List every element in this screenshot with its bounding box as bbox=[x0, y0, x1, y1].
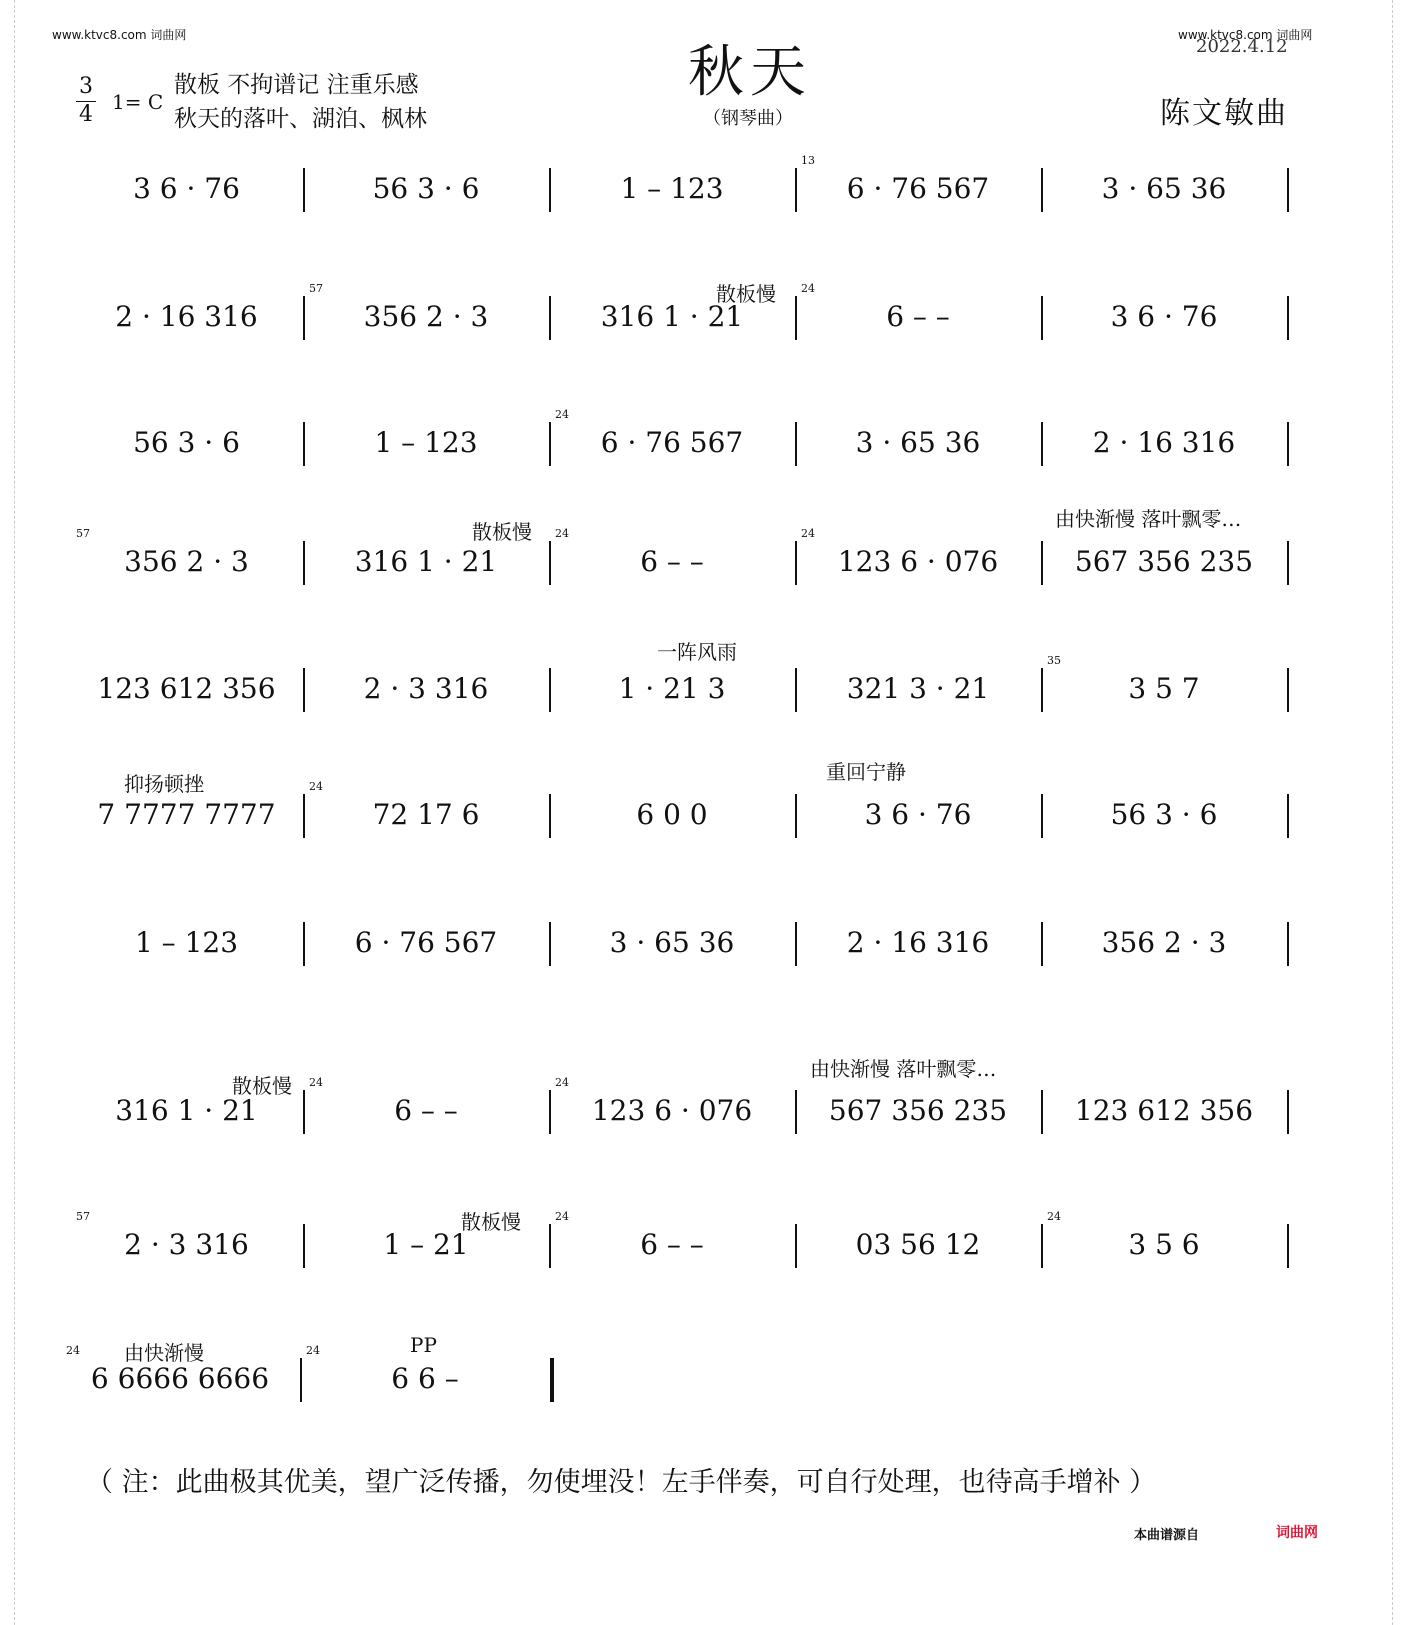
measure: 356 2 · 3 bbox=[363, 300, 489, 333]
measure: 1 – 123 bbox=[134, 926, 239, 959]
page-title: 秋天 bbox=[688, 40, 812, 105]
grace-note: 57 bbox=[309, 282, 323, 295]
expression-annotation: 一阵风雨 bbox=[657, 640, 737, 664]
measure: 3 6 · 76 bbox=[864, 798, 972, 831]
measure: 6 – – bbox=[394, 1094, 458, 1127]
key-signature: 1= C bbox=[112, 90, 164, 114]
grace-note: 24 bbox=[1047, 1210, 1061, 1223]
measure: 56 3 · 6 bbox=[133, 426, 240, 459]
expression-line-1: 散板 不拘谱记 注重乐感 bbox=[174, 72, 419, 98]
measure: 7 7777 7777 bbox=[97, 798, 276, 831]
measure: 3 5 6 bbox=[1128, 1228, 1200, 1261]
grace-note: 24 bbox=[555, 527, 569, 540]
left-watermark-strip bbox=[0, 0, 15, 1625]
grace-note: 24 bbox=[309, 1076, 323, 1089]
expression-annotation: 抑扬顿挫 bbox=[124, 772, 204, 796]
measure: 1 – 123 bbox=[620, 172, 724, 205]
measure: 3 · 65 36 bbox=[1101, 172, 1227, 205]
expression-annotation: 由快渐慢 落叶飘零… bbox=[810, 1057, 997, 1081]
measure: 6 · 76 567 bbox=[846, 172, 990, 205]
measure: 567 356 235 bbox=[1074, 545, 1254, 578]
composer: 陈文敏曲 bbox=[1160, 96, 1288, 131]
expression-annotation: 重回宁静 bbox=[826, 760, 906, 784]
expression-annotation: 散板慢 bbox=[472, 520, 532, 544]
measure: 321 3 · 21 bbox=[846, 672, 990, 705]
barline bbox=[1287, 541, 1289, 585]
expression-annotation: 由快渐慢 bbox=[124, 1341, 204, 1365]
measure: 2 · 16 316 bbox=[1092, 426, 1236, 459]
expression-annotation: 散板慢 bbox=[716, 282, 776, 306]
measure: 1 – 123 bbox=[374, 426, 478, 459]
grace-note: 13 bbox=[801, 154, 815, 167]
measure: 1 – 21 bbox=[383, 1228, 469, 1261]
barline bbox=[1287, 922, 1289, 966]
measure: 6 · 76 567 bbox=[354, 926, 498, 959]
barline bbox=[1287, 1090, 1289, 1134]
measure: 1 · 21 3 bbox=[618, 672, 726, 705]
measure: 567 356 235 bbox=[828, 1094, 1008, 1127]
measure: 6 – – bbox=[886, 300, 950, 333]
measure: 356 2 · 3 bbox=[1101, 926, 1227, 959]
grace-note: 24 bbox=[555, 1076, 569, 1089]
measure: 316 1 · 21 bbox=[115, 1094, 258, 1127]
barline bbox=[1287, 1224, 1289, 1268]
expression-annotation: PP bbox=[410, 1333, 437, 1357]
measure: 6 – – bbox=[640, 1228, 704, 1261]
barline bbox=[1287, 168, 1289, 212]
source-label: 本曲谱源自 bbox=[1134, 1528, 1200, 1543]
measure: 2 · 16 316 bbox=[846, 926, 990, 959]
measure: 316 1 · 21 bbox=[600, 300, 744, 333]
date-stamp: 2022.4.12 bbox=[1196, 36, 1288, 57]
time-signature bbox=[76, 74, 96, 127]
measure: 3 6 · 76 bbox=[1110, 300, 1218, 333]
measure: 6 0 0 bbox=[636, 798, 708, 831]
measure: 56 3 · 6 bbox=[372, 172, 480, 205]
source-brand: 词曲网 bbox=[1276, 1525, 1318, 1541]
measure: 2 · 3 316 bbox=[363, 672, 489, 705]
measure: 2 · 16 316 bbox=[115, 300, 258, 333]
measure: 2 · 3 316 bbox=[124, 1228, 249, 1261]
grace-note: 24 bbox=[801, 282, 815, 295]
grace-note: 24 bbox=[306, 1344, 320, 1357]
measure: 123 612 356 bbox=[97, 672, 276, 705]
measure: 356 2 · 3 bbox=[124, 545, 249, 578]
barline bbox=[1287, 668, 1289, 712]
barline bbox=[1287, 794, 1289, 838]
measure: 123 6 · 076 bbox=[591, 1094, 753, 1127]
grace-note: 24 bbox=[555, 1210, 569, 1223]
measure: 72 17 6 bbox=[372, 798, 480, 831]
grace-note: 24 bbox=[801, 527, 815, 540]
measure: 3 5 7 bbox=[1128, 672, 1200, 705]
final-barline bbox=[550, 1358, 554, 1402]
measure: 03 56 12 bbox=[855, 1228, 981, 1261]
measure: 123 612 356 bbox=[1074, 1094, 1254, 1127]
subtitle: （钢琴曲） bbox=[703, 108, 793, 129]
site-watermark-right: www.ktvc8.com 词曲网 bbox=[1178, 28, 1313, 42]
measure: 6 6666 6666 bbox=[90, 1362, 270, 1395]
expression-line-2: 秋天的落叶、湖泊、枫林 bbox=[174, 106, 427, 132]
right-watermark-strip bbox=[1392, 0, 1407, 1625]
site-watermark-left: www.ktvc8.com 词曲网 bbox=[52, 28, 187, 42]
measure: 316 1 · 21 bbox=[354, 545, 498, 578]
barline bbox=[1287, 422, 1289, 466]
measure: 3 · 65 36 bbox=[855, 426, 981, 459]
measure: 123 6 · 076 bbox=[837, 545, 999, 578]
grace-note: 24 bbox=[66, 1344, 80, 1357]
footer-note: （ 注：此曲极其优美，望广泛传播，勿使埋没！左手伴奏，可自行处理，也待高手增补 ） bbox=[86, 1467, 1157, 1498]
grace-note: 24 bbox=[309, 780, 323, 793]
measure: 3 6 · 76 bbox=[133, 172, 240, 205]
grace-note: 24 bbox=[555, 408, 569, 421]
expression-annotation: 散板慢 bbox=[232, 1074, 292, 1098]
grace-note: 57 bbox=[76, 1210, 90, 1223]
expression-annotation: 散板慢 bbox=[461, 1210, 521, 1234]
measure: 6 6 – bbox=[391, 1362, 459, 1395]
time-sig-top: 3 bbox=[79, 74, 93, 99]
expression-annotation: 由快渐慢 落叶飘零… bbox=[1055, 507, 1242, 531]
barline bbox=[1287, 296, 1289, 340]
time-sig-bottom: 4 bbox=[79, 102, 93, 127]
grace-note: 35 bbox=[1047, 654, 1061, 667]
measure: 6 · 76 567 bbox=[600, 426, 744, 459]
measure: 3 · 65 36 bbox=[609, 926, 735, 959]
measure: 6 – – bbox=[640, 545, 704, 578]
grace-note: 57 bbox=[76, 527, 90, 540]
measure: 56 3 · 6 bbox=[1110, 798, 1218, 831]
